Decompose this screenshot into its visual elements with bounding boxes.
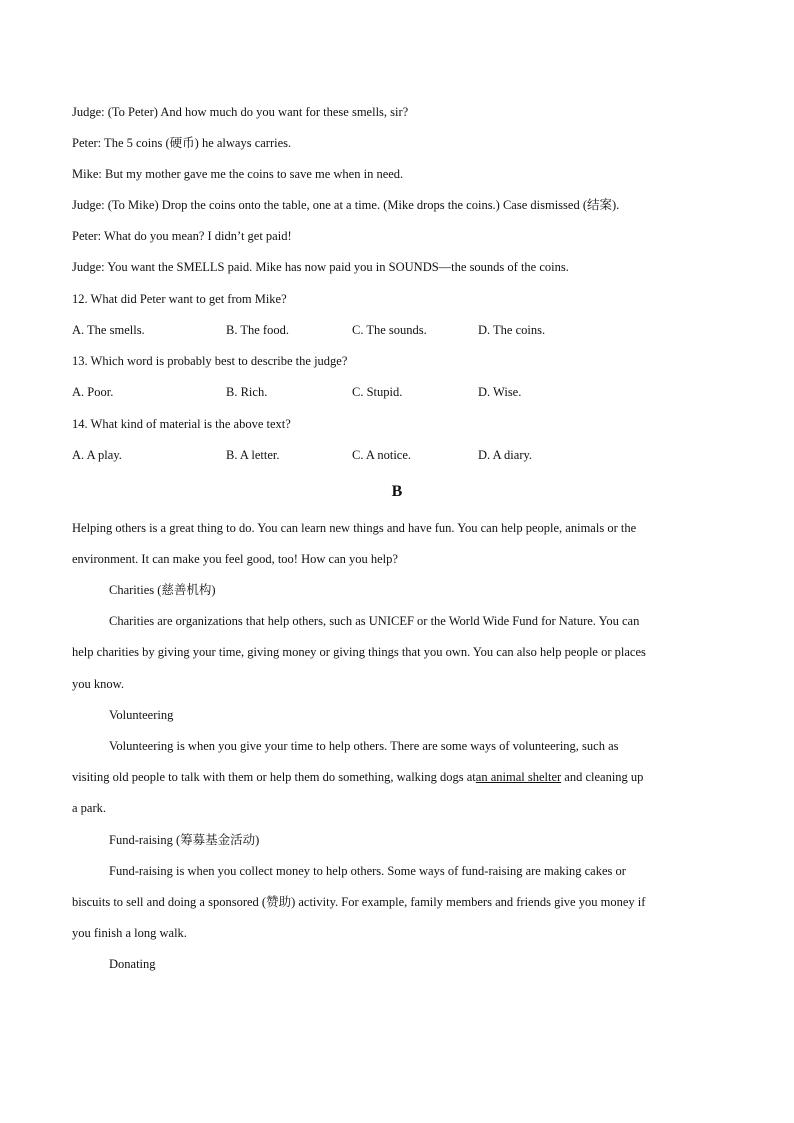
volunteering-line-2-end: and cleaning up [561,770,644,784]
charities-line-3: you know. [72,677,124,691]
q14-option-a: A. A play. [72,448,122,462]
dialogue-line-4: Judge: (To Mike) Drop the coins onto the table, one at a time. (Mike drops the coins.) Case dismissed (结案). [72,198,620,212]
fundraising-line-1: Fund-raising is when you collect money to help others. Some ways of fund-raising are making cakes or [109,864,626,878]
volunteering-line-3: a park. [72,801,107,815]
q13-option-b: B. Rich. [226,385,268,399]
volunteering-line-2 [72,769,643,785]
q12-option-c: C. The sounds. [352,323,427,337]
q14-option-c: C. A notice. [352,448,412,462]
q13-option-c: C. Stupid. [352,385,403,399]
dialogue-line-3: Mike: But my mother gave me the coins to save me when in need. [72,167,404,181]
question-14: 14. What kind of material is the above text? [72,417,291,431]
dialogue-line-6: Judge: You want the SMELLS paid. Mike has now paid you in SOUNDS—the sounds of the coins. [72,260,569,274]
intro-line-2: environment. It can make you feel good, too! How can you help? [72,552,398,566]
section-b-title: B [391,483,403,500]
donating-heading: Donating [109,957,156,971]
q13-option-d: D. Wise. [478,385,522,399]
charities-line-2: help charities by giving your time, giving money or giving things that you own. You can also help people or places [72,645,646,659]
q13-option-a: A. Poor. [72,385,114,399]
q14-option-b: B. A letter. [226,448,280,462]
q14-option-d: D. A diary. [478,448,533,462]
volunteering-line-2-start: visiting old people to talk with them or help them do something, walking dogs at [72,770,476,784]
q12-option-d: D. The coins. [478,323,546,337]
dialogue-line-2: Peter: The 5 coins (硬币) he always carries. [72,136,292,150]
q12-option-a: A. The smells. [72,323,145,337]
underlined-phrase: an animal shelter [475,770,562,784]
fundraising-line-3: you finish a long walk. [72,926,187,940]
charities-line-1: Charities are organizations that help others, such as UNICEF or the World Wide Fund for Nature. You can [109,614,640,628]
intro-line-1: Helping others is a great thing to do. You can learn new things and have fun. You can help people, animals or the [72,521,637,535]
fundraising-line-2: biscuits to sell and doing a sponsored (赞助) activity. For example, family members and friends give you money if [72,895,646,909]
dialogue-line-5: Peter: What do you mean? I didn’t get paid! [72,229,292,243]
charities-heading: Charities (慈善机构) [109,583,216,597]
volunteering-line-1: Volunteering is when you give your time to help others. There are some ways of volunteering, such as [109,739,619,753]
question-13: 13. Which word is probably best to describe the judge? [72,354,348,368]
volunteering-heading: Volunteering [109,708,174,722]
question-12: 12. What did Peter want to get from Mike? [72,292,287,306]
fundraising-heading: Fund-raising (筹募基金活动) [109,833,260,847]
dialogue-line-1: Judge: (To Peter) And how much do you want for these smells, sir? [72,105,409,119]
q12-option-b: B. The food. [226,323,289,337]
